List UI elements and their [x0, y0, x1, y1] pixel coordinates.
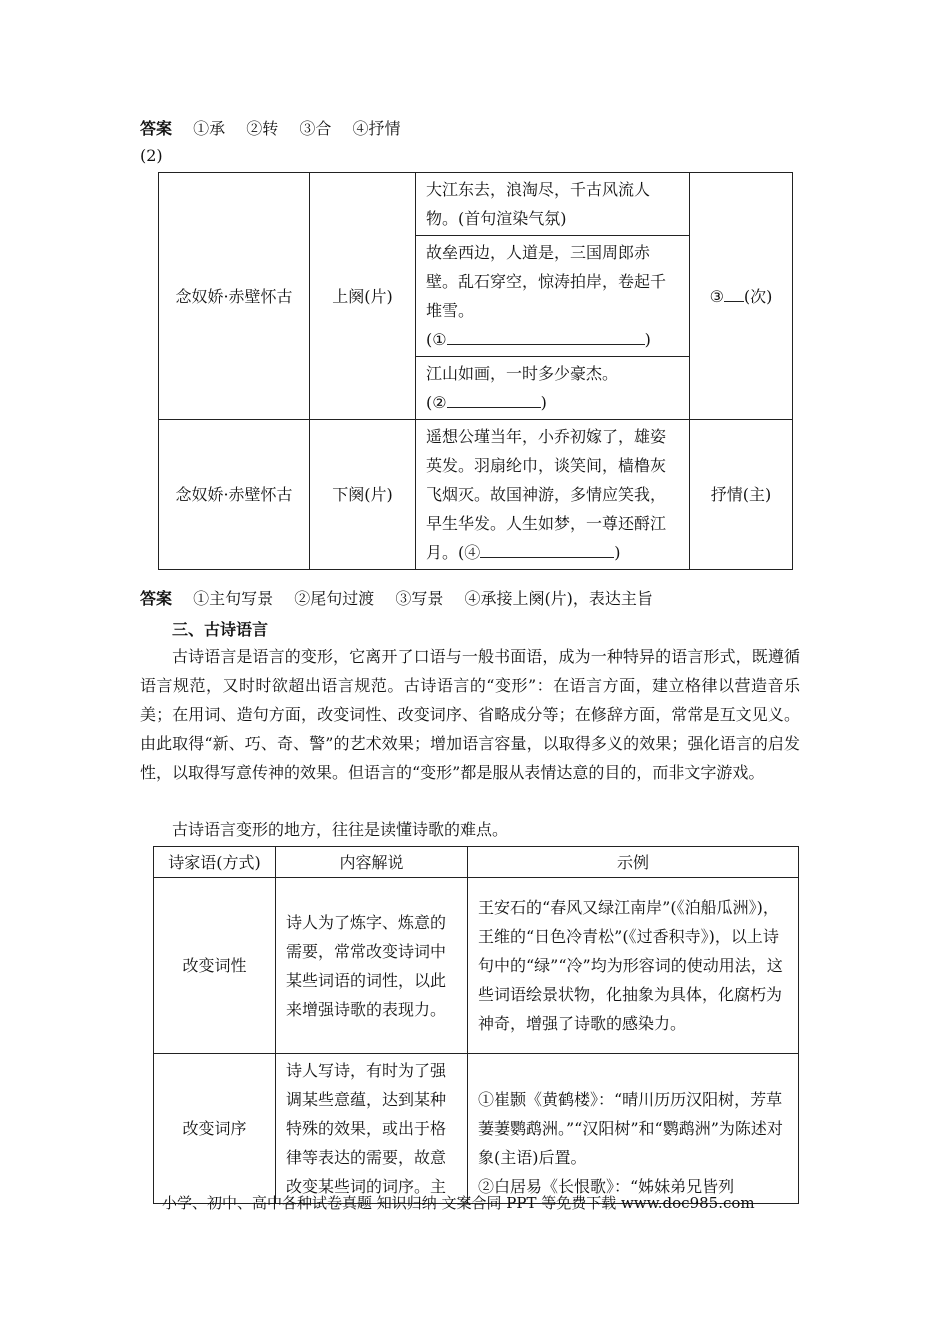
section-paragraph: 古诗语言变形的地方，往往是读懂诗歌的难点。 [172, 820, 509, 839]
table-header: 示例 [468, 847, 799, 878]
poetic-language-table [153, 846, 799, 1204]
poem-line-cell: 大江东去，浪淘尽，千古风流人物。(首句渲染气氛) [416, 173, 690, 236]
section-heading: 三、古诗语言 [172, 620, 269, 639]
table-header: 内容解说 [276, 847, 468, 878]
answer-blank[interactable] [724, 283, 744, 302]
poem-line-cell: 江山如画，一时多少豪杰。 (② ) [416, 357, 690, 420]
answer-item: ②尾句过渡 [294, 589, 375, 608]
answer-item: ③合 [299, 119, 332, 138]
role-cell: 抒情(主) [690, 420, 793, 570]
answer-label: 答案 [140, 119, 173, 138]
poem-line-cell: 故垒西边，人道是，三国周郎赤壁。乱石穿空，惊涛拍岸，卷起千堆雪。 (① ) [416, 236, 690, 357]
explain-cell: 诗人写诗，有时为了强调某些意蕴，达到某种特殊的效果，或出于格律等表达的需要，故意改变某些词的词序。主 [276, 1054, 468, 1204]
answer-item: ②转 [246, 119, 279, 138]
answer-blank[interactable] [447, 389, 541, 408]
example-cell: ①崔颢《黄鹤楼》：“晴川历历汉阳树，芳草萋萋鹦鹉洲。”“汉阳树”和“鹦鹉洲”为陈述对象(主语)后置。 ②白居易《长恨歌》：“姊妹弟兄皆列 [468, 1054, 799, 1204]
answer-blank[interactable] [480, 539, 614, 558]
answer-item: ①承 [193, 119, 226, 138]
role-cell: ③ (次) [690, 173, 793, 420]
sub-question-label: (2) [140, 146, 163, 165]
answer-line-2 [140, 586, 653, 609]
part-cell: 下阕(片) [310, 420, 416, 570]
answer-item: ④承接上阕(片)，表达主旨 [464, 589, 653, 608]
section-paragraph: 古诗语言是语言的变形，它离开了口语与一般书面语，成为一种特异的语言形式，既遵循语言规范，又时时欲超出语言规范。古诗语言的“变形”：在语言方面，建立格律以营造音乐美；在用词、造句方面，改变词性、改变词序、省略成分等；在修辞方面，常常是互文见义。由此取得“新、巧、奇、警”的艺术效果；增加语言容量，以取得多义的效果；强化语言的启发性，以取得写意传神的效果。但语言的“变形”都是服从表情达意的目的，而非文字游戏。 [140, 647, 800, 782]
page-footer: 小学、初中、高中各种试卷真题 知识归纳 文案合同 PPT 等免费下载 www.doc985.com [162, 1194, 755, 1212]
poem-line-cell: 遥想公瑾当年，小乔初嫁了，雄姿英发。羽扇纶巾，谈笑间，樯橹灰飞烟灭。故国神游，多情应笑我，早生华发。人生如梦，一尊还酹江月。(④ ) [416, 420, 690, 570]
example-cell: 王安石的“春风又绿江南岸”(《泊船瓜洲》)，王维的“日色冷青松”(《过香积寺》)，以上诗句中的“绿”“冷”均为形容词的使动用法，这些词语绘景状物，化抽象为具体，化腐朽为神奇，增强了诗歌的感染力。 [468, 878, 799, 1054]
method-cell: 改变词性 [154, 878, 276, 1054]
poem-structure-table [158, 172, 793, 570]
part-cell: 上阕(片) [310, 173, 416, 420]
answer-blank[interactable] [447, 326, 645, 345]
answer-item: ③写景 [395, 589, 444, 608]
poem-title-cell: 念奴娇·赤壁怀古 [159, 173, 310, 420]
answer-label: 答案 [140, 589, 173, 608]
explain-cell: 诗人为了炼字、炼意的需要，常常改变诗词中某些词语的词性，以此来增强诗歌的表现力。 [276, 878, 468, 1054]
poem-title-cell: 念奴娇·赤壁怀古 [159, 420, 310, 570]
answer-line-1 [140, 116, 400, 139]
answer-item: ④抒情 [352, 119, 401, 138]
method-cell: 改变词序 [154, 1054, 276, 1204]
table-header: 诗家语(方式) [154, 847, 276, 878]
answer-item: ①主句写景 [193, 589, 274, 608]
